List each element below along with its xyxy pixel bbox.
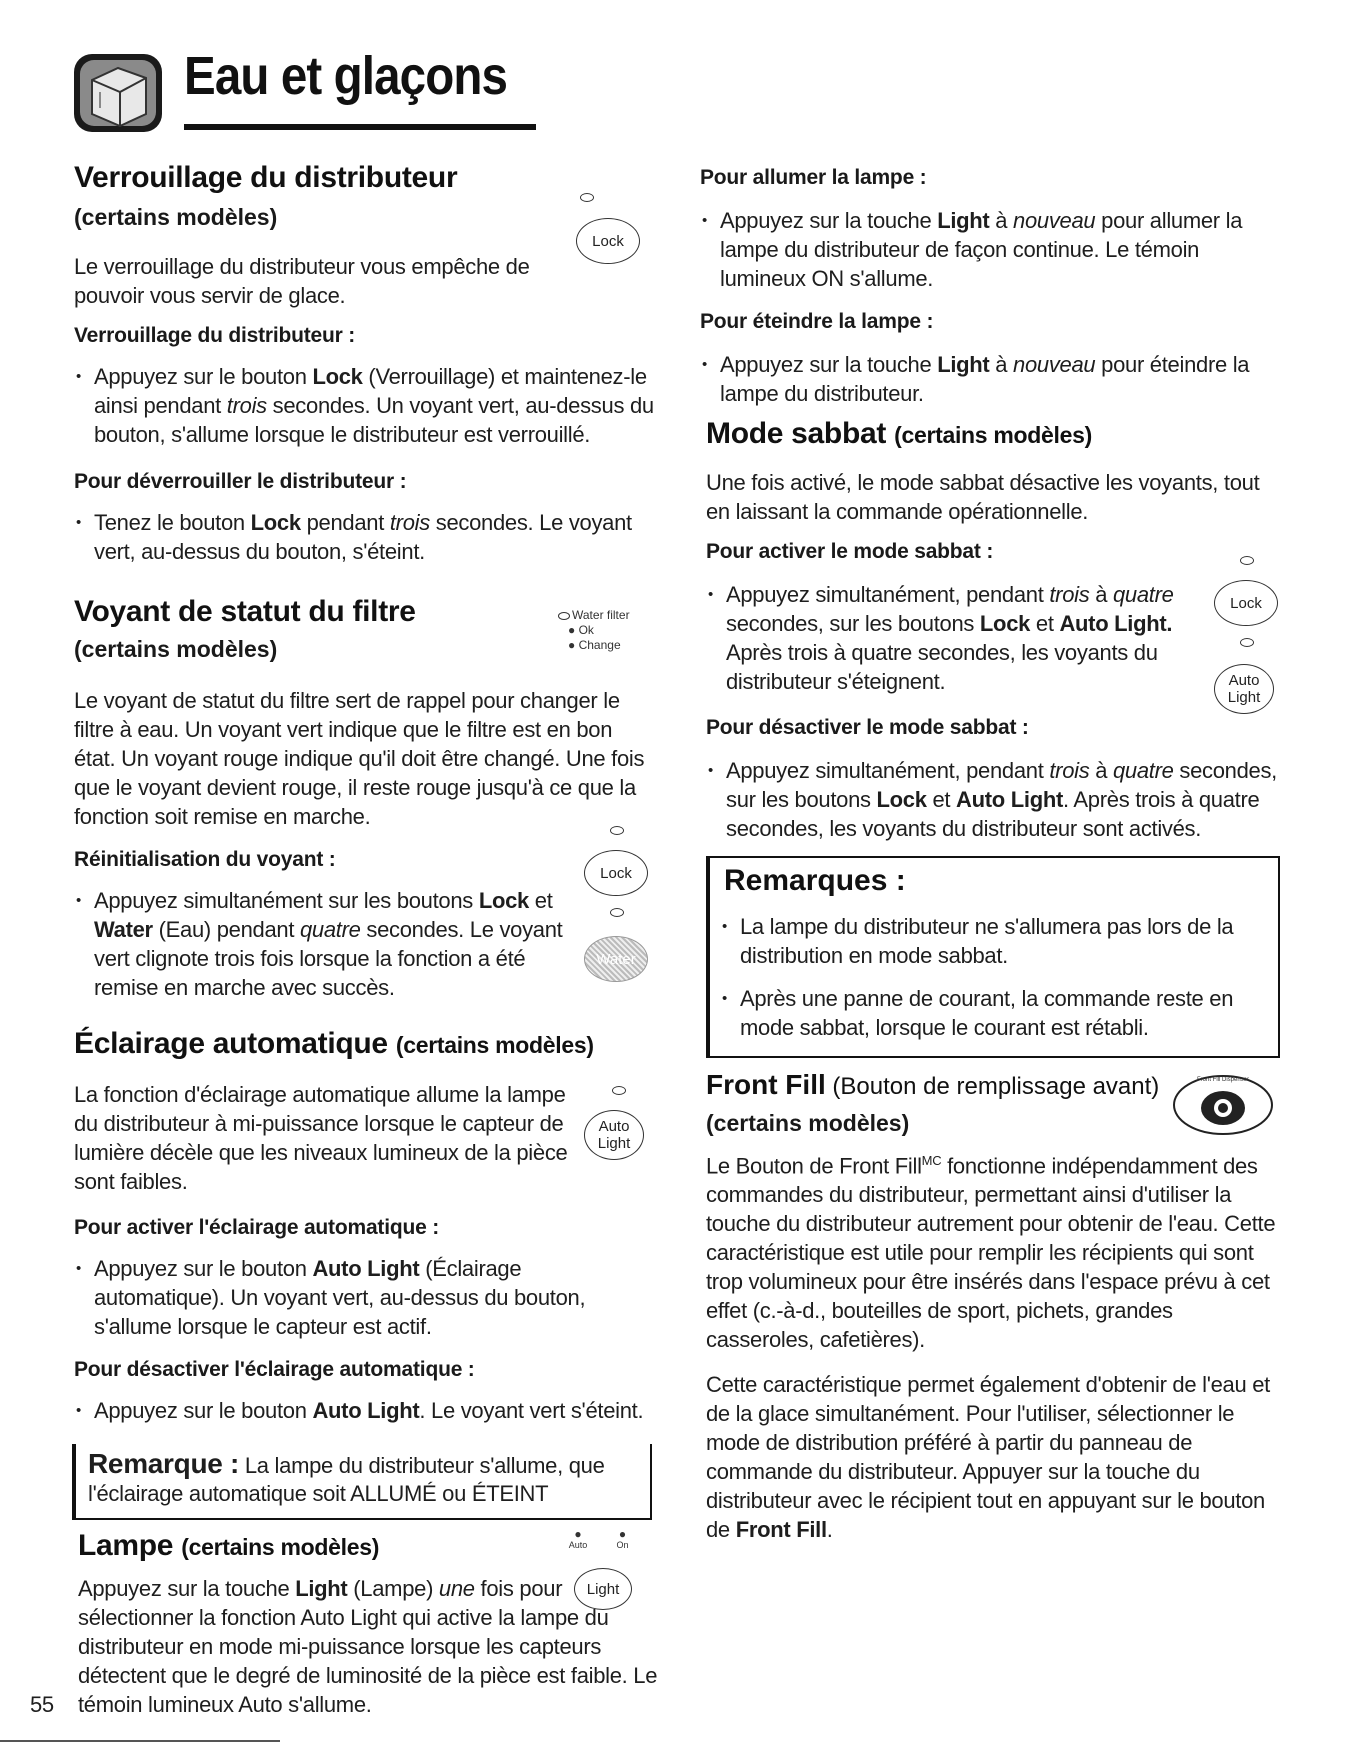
auto-light-button-icon: Auto Light xyxy=(584,1110,644,1160)
filter-indicator-change-row xyxy=(558,638,630,653)
remarks-list xyxy=(720,912,1260,1042)
remarks-item: • La lampe du distributeur ne s'allumera pas lors de la distribution en mode sabbat. xyxy=(720,912,1260,970)
lock-steps xyxy=(74,362,654,449)
filter-indicator-change: Change xyxy=(578,638,621,652)
sabbath-heading-text: Mode sabbat xyxy=(706,417,887,450)
bottom-rule xyxy=(0,1740,280,1742)
filter-reset-step: • Appuyez simultanément sur les boutons Lock et Water (Eau) pendant quatre secondes. Le voyant vert clignote trois fois lorsque la fonction a été remise en marche avec succès. xyxy=(74,886,564,1002)
filter-lock-led xyxy=(610,826,624,835)
dot-icon: ● xyxy=(574,1527,582,1541)
lock-indicator-led xyxy=(580,193,594,202)
dot-icon: ● xyxy=(568,638,579,652)
title-underline xyxy=(184,124,536,130)
front-fill-button-icon xyxy=(1172,1074,1274,1136)
header-icon-box xyxy=(72,52,164,134)
lock-title: Verrouillage du distributeur : xyxy=(74,324,356,347)
lock-button-icon: Lock xyxy=(576,218,640,264)
remarks-label: Remarques : xyxy=(724,864,906,897)
lamp-ind-auto-label: Auto xyxy=(568,1540,588,1550)
light-button-icon: Light xyxy=(574,1568,632,1610)
sabbath-on-step: • Appuyez simultanément, pendant trois à quatre secondes, sur les boutons Lock et Auto Light. Après trois à quatre secondes, les voyants du distributeur s'éteignent. xyxy=(706,580,1196,696)
lamp-off-step: • Appuyez sur la touche Light à nouveau pour éteindre la lampe du distributeur. xyxy=(700,350,1260,408)
front-fill-para-2: Cette caractéristique permet également d'obtenir de l'eau et de la glace simultanément. Pour l'utiliser, sélectionner le mode de distribution préféré à partir du panneau de commande du distributeur. Appuyer sur la touche du distributeur avec le récipient tout en appuyant sur le bouton de Front Fill. xyxy=(706,1372,1270,1542)
auto-off-title: Pour désactiver l'éclairage automatique : xyxy=(74,1358,475,1381)
unlock-title: Pour déverrouiller le distributeur : xyxy=(74,470,407,493)
sabbath-auto-led xyxy=(1240,638,1254,647)
sabbath-off-steps xyxy=(706,756,1286,843)
sabbath-intro: Une fois activé, le mode sabbat désactive les voyants, tout en laissant la commande opérationnelle. xyxy=(706,470,1260,524)
filter-reset-title: Réinitialisation du voyant : xyxy=(74,848,336,871)
front-fill-button-ring-label: Front Fill Dispenser xyxy=(1196,1077,1249,1083)
water-button-icon: Water xyxy=(584,936,648,982)
filter-indicator-ok: Ok xyxy=(578,623,594,637)
sabbath-lock-button-icon: Lock xyxy=(1214,580,1278,626)
auto-heading-paren: (certains modèles) xyxy=(395,1032,594,1058)
ice-cube-icon xyxy=(72,52,164,134)
lamp-heading-text: Lampe xyxy=(78,1529,174,1562)
unlock-step: • Tenez le bouton Lock pendant trois secondes. Le voyant vert, au-dessus du bouton, s'éteint. xyxy=(74,508,634,566)
sabbath-on-title: Pour activer le mode sabbat : xyxy=(706,540,994,563)
remark-text: La lampe du distributeur s'allume, que l'éclairage automatique soit ALLUMÉ ou ÉTEINT xyxy=(88,1453,605,1506)
sabbath-auto-light-button-icon: Auto Light xyxy=(1214,664,1274,714)
lamp-off-steps xyxy=(700,350,1260,408)
lamp-on-step: • Appuyez sur la touche Light à nouveau pour allumer la lampe du distributeur de façon continue. Le témoin lumineux ON s'allume. xyxy=(700,206,1260,293)
filter-heading: Voyant de statut du filtre xyxy=(74,595,416,628)
lock-heading: Verrouillage du distributeur xyxy=(74,161,458,194)
sabbath-lock-led xyxy=(1240,556,1254,565)
front-fill-subheading: (certains modèles) xyxy=(706,1110,910,1136)
sabbath-off-title: Pour désactiver le mode sabbat : xyxy=(706,716,1029,739)
lamp-ind-on xyxy=(613,1528,633,1550)
filter-lock-button-icon: Lock xyxy=(584,850,648,896)
lamp-heading-paren: (certains modèles) xyxy=(181,1534,380,1560)
auto-on-title: Pour activer l'éclairage automatique : xyxy=(74,1216,440,1239)
unlock-steps xyxy=(74,508,634,566)
remarks-item: • Après une panne de courant, la commande reste en mode sabbat, lorsque le courant est rétabli. xyxy=(720,984,1260,1042)
auto-on-steps xyxy=(74,1254,594,1341)
filter-water-led xyxy=(610,908,624,917)
lamp-indicators xyxy=(568,1528,633,1550)
filter-indicator-ok-row xyxy=(558,623,630,638)
remark-content xyxy=(88,1450,644,1508)
lamp-off-title: Pour éteindre la lampe : xyxy=(700,310,934,333)
front-fill-para-1: Le Bouton de Front Fill$^{MC}$ fonctionne indépendamment des commandes du distributeur, permettant ainsi d'utiliser la touche du distributeur autrement pour obtenir de l'eau. Cette caractéristique est utile pour remplir les récipients qui sont trop volumineux pour être insérés dans l'espace prévu à cet effet (c.-à-d., bouteilles de sport, pichets, grandes casseroles, cafetières). xyxy=(706,1153,1276,1353)
front-fill-heading xyxy=(706,1068,1159,1104)
auto-off-steps xyxy=(74,1396,674,1425)
lamp-text: Appuyez sur la touche Light (Lampe) une fois pour sélectionner la fonction Auto Light qui active la lampe du distributeur en mode mi-puissance lorsque les capteurs détectent que le degré de luminosité de la pièce est faible. Le témoin lumineux Auto s'allume. xyxy=(78,1576,658,1717)
page-title: Eau et glaçons xyxy=(184,46,508,106)
lamp-on-steps xyxy=(700,206,1260,293)
dot-icon: ● xyxy=(618,1527,627,1541)
sabbath-off-step: • Appuyez simultanément, pendant trois à quatre secondes, sur les boutons Lock et Auto Light. Après trois à quatre secondes, les voyants du distributeur sont activés. xyxy=(706,756,1286,843)
lock-intro: Le verrouillage du distributeur vous empêche de pouvoir vous servir de glace. xyxy=(74,254,530,308)
auto-heading-text: Éclairage automatique xyxy=(74,1027,388,1060)
sabbath-on-steps xyxy=(706,580,1196,696)
sabbath-heading-paren: (certains modèles) xyxy=(894,422,1092,448)
filter-reset-steps xyxy=(74,886,564,1002)
auto-on-step: • Appuyez sur le bouton Auto Light (Éclairage automatique). Un voyant vert, au-dessus du bouton, s'allume lorsque le capteur est actif. xyxy=(74,1254,594,1341)
front-fill-heading-bold: Front Fill xyxy=(706,1069,826,1100)
front-fill-heading-rest: (Bouton de remplissage avant) xyxy=(825,1073,1160,1100)
lamp-ind-auto xyxy=(568,1528,588,1550)
sabbath-heading xyxy=(706,416,1092,453)
lamp-heading xyxy=(78,1528,379,1565)
filter-subheading: (certains modèles) xyxy=(74,636,278,662)
auto-heading xyxy=(74,1026,594,1063)
filter-indicator-title-row xyxy=(558,608,630,623)
lamp-ind-on-label: On xyxy=(616,1540,629,1550)
filter-indicator-title: Water filter xyxy=(572,608,630,622)
dot-icon: ● xyxy=(568,623,579,637)
remark-label: Remarque : xyxy=(88,1448,240,1479)
lock-step: • Appuyez sur le bouton Lock (Verrouillage) et maintenez-le ainsi pendant trois secondes. Un voyant vert, au-dessus du bouton, s'allume lorsque le distributeur est verrouillé. xyxy=(74,362,654,449)
filter-intro: Le voyant de statut du filtre sert de rappel pour changer le filtre à eau. Un voyant vert indique que le filtre est en bon état. Un voyant rouge indique qu'il doit être changé. Une fois que le voyant devient rouge, il reste rouge jusqu'à ce que la fonction soit remise en marche. xyxy=(74,688,645,829)
auto-led xyxy=(612,1086,626,1095)
auto-intro: La fonction d'éclairage automatique allume la lampe du distributeur à mi-puissance lorsque le capteur de lumière décèle que les niveaux lumineux de la pièce sont faibles. xyxy=(74,1082,568,1194)
page-number: 55 xyxy=(30,1692,54,1717)
auto-off-step: • Appuyez sur le bouton Auto Light. Le voyant vert s'éteint. xyxy=(74,1396,674,1425)
lamp-on-title: Pour allumer la lampe : xyxy=(700,166,927,189)
filter-indicator xyxy=(558,608,630,653)
led-icon xyxy=(558,612,570,620)
lock-subheading: (certains modèles) xyxy=(74,204,278,230)
